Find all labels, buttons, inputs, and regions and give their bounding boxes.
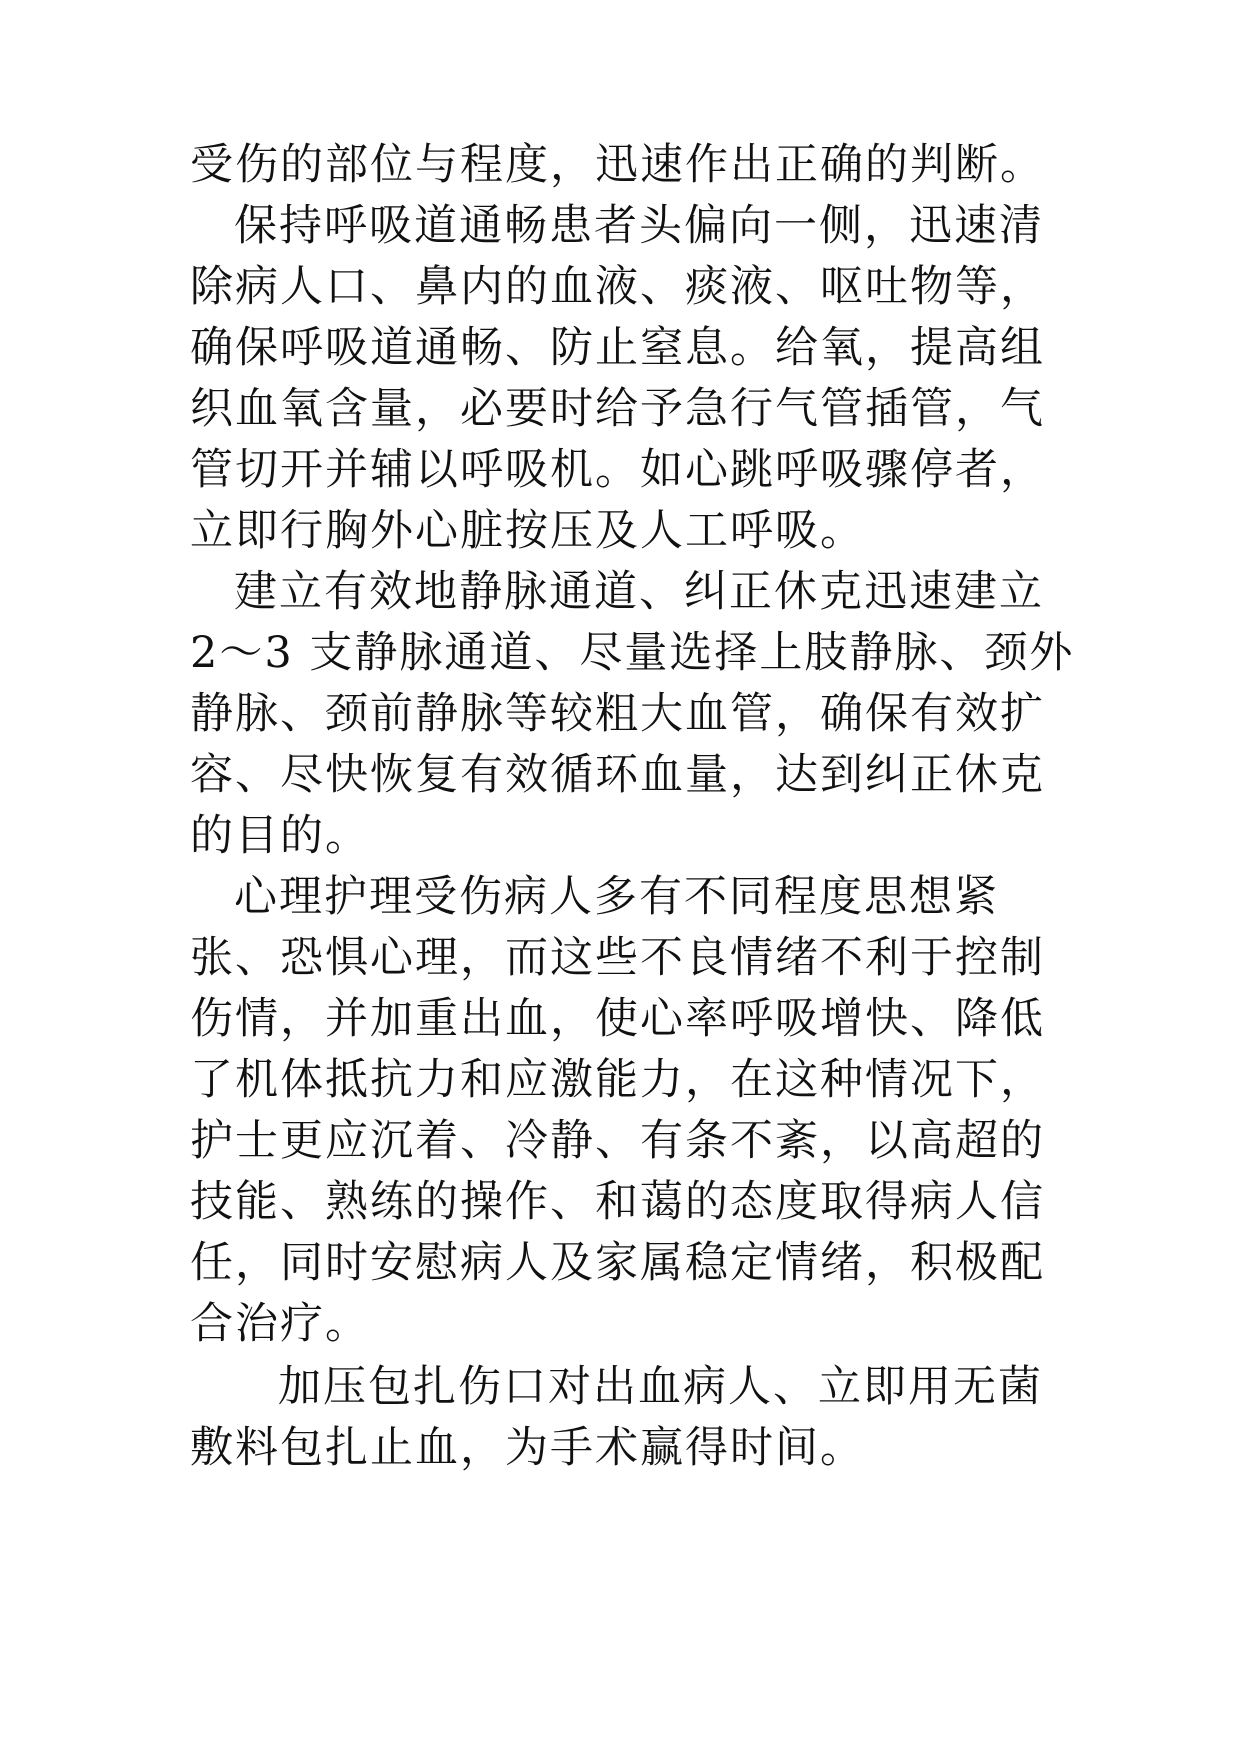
paragraph-start-line: 保持呼吸道通畅患者头偏向一侧，迅速清 bbox=[234, 201, 1044, 251]
text-line: 任，同时安慰病人及家属稳定情绪，积极配 bbox=[190, 1238, 1045, 1288]
text-line: 管切开并辅以呼吸机。如心跳呼吸骤停者， bbox=[190, 445, 1045, 495]
paragraph-start-line: 心理护理受伤病人多有不同程度思想紧 bbox=[234, 872, 999, 922]
text-line: 技能、熟练的操作、和蔼的态度取得病人信 bbox=[190, 1177, 1045, 1227]
text-line: 除病人口、鼻内的血液、痰液、呕吐物等， bbox=[190, 262, 1045, 312]
text-line: 容、尽快恢复有效循环血量，达到纠正休克 bbox=[190, 750, 1045, 800]
text-line: 受伤的部位与程度，迅速作出正确的判断。 bbox=[190, 140, 1045, 190]
text-line: 立即行胸外心脏按压及人工呼吸。 bbox=[190, 506, 865, 556]
text-line: 护士更应沉着、冷静、有条不紊，以高超的 bbox=[190, 1116, 1045, 1166]
text-line: 了机体抵抗力和应激能力，在这种情况下， bbox=[190, 1055, 1045, 1105]
text-line: 张、恐惧心理，而这些不良情绪不利于控制 bbox=[190, 933, 1045, 983]
paragraph-start-line: 加压包扎伤口对出血病人、立即用无菌 bbox=[278, 1362, 1043, 1412]
text-line: 静脉、颈前静脉等较粗大血管，确保有效扩 bbox=[190, 689, 1045, 739]
text-line: 织血氧含量，必要时给予急行气管插管，气 bbox=[190, 384, 1045, 434]
text-line: 伤情，并加重出血，使心率呼吸增快、降低 bbox=[190, 994, 1045, 1044]
text-line: 合治疗。 bbox=[190, 1299, 370, 1349]
text-line: 的目的。 bbox=[190, 811, 370, 861]
text-line: 确保呼吸道通畅、防止窒息。给氧，提高组 bbox=[190, 323, 1045, 373]
text-line: 2～3 支静脉通道、尽量选择上肢静脉、颈外 bbox=[190, 628, 1075, 678]
text-line: 敷料包扎止血，为手术赢得时间。 bbox=[190, 1423, 865, 1473]
paragraph-start-line: 建立有效地静脉通道、纠正休克迅速建立 bbox=[234, 567, 1044, 617]
